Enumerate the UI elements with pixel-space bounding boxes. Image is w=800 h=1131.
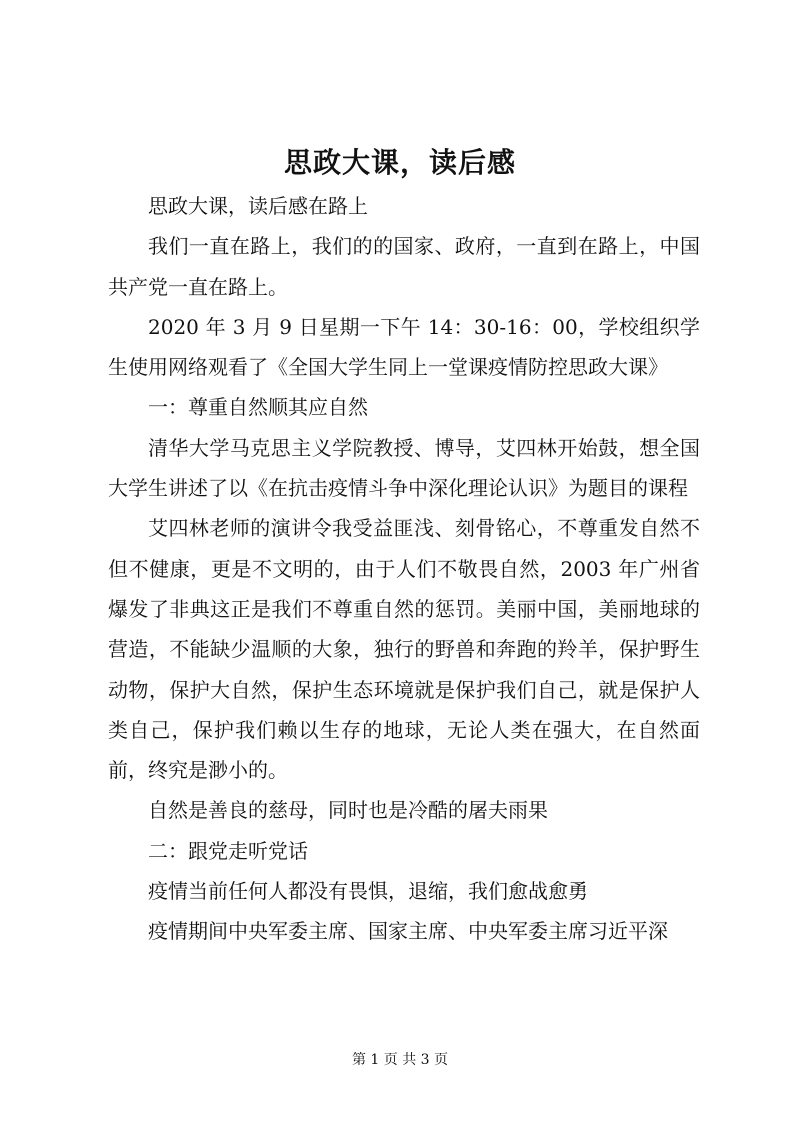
paragraph: 艾四林老师的演讲令我受益匪浅、刻骨铭心，不尊重发自然不但不健康，更是不文明的，由于人们不敬畏自然，2003 年广州省爆发了非典这正是我们不尊重自然的惩罚。美丽中国，美丽地球的营造，不能缺少温顺的大象，独行的野兽和奔跑的羚羊，保护野生动物，保护大自然，保护生态环境就是保护我们自己，就是保护人类自己，保护我们赖以生存的地球，无论人类在强大，在自然面前，终究是渺小的。 <box>108 516 700 783</box>
section-heading-1: 一：尊重自然顺其应自然 <box>148 395 368 420</box>
paragraph-subtitle: 思政大课，读后感在路上 <box>148 194 368 218</box>
document-body <box>108 186 700 952</box>
document-title: 思政大课，读后感 <box>283 146 516 179</box>
quote-paragraph: 自然是善良的慈母，同时也是冷酷的屠夫雨果 <box>148 798 548 823</box>
paragraph: 疫情期间中央军委主席、国家主席、中央军委主席习近平深 <box>148 919 668 944</box>
paragraph: 我们一直在路上，我们的的国家、政府，一直到在路上，中国共产党一直在路上。 <box>108 234 700 299</box>
paragraph: 2020 年 3 月 9 日星期一下午 14：30-16：00，学校组织学生使用网络观看了《全国大学生同上一堂课疫情防控思政大课》 <box>108 314 700 380</box>
paragraph: 疫情当前任何人都没有畏惧，退缩，我们愈战愈勇 <box>148 879 588 904</box>
page-footer: 第 1 页 共 3 页 <box>351 1052 449 1068</box>
section-heading-2: 二：跟党走听党话 <box>148 838 308 863</box>
paragraph: 清华大学马克思主义学院教授、博导，艾四林开始鼓，想全国大学生讲述了以《在抗击疫情斗争中深化理论认识》为题目的课程 <box>108 435 700 501</box>
